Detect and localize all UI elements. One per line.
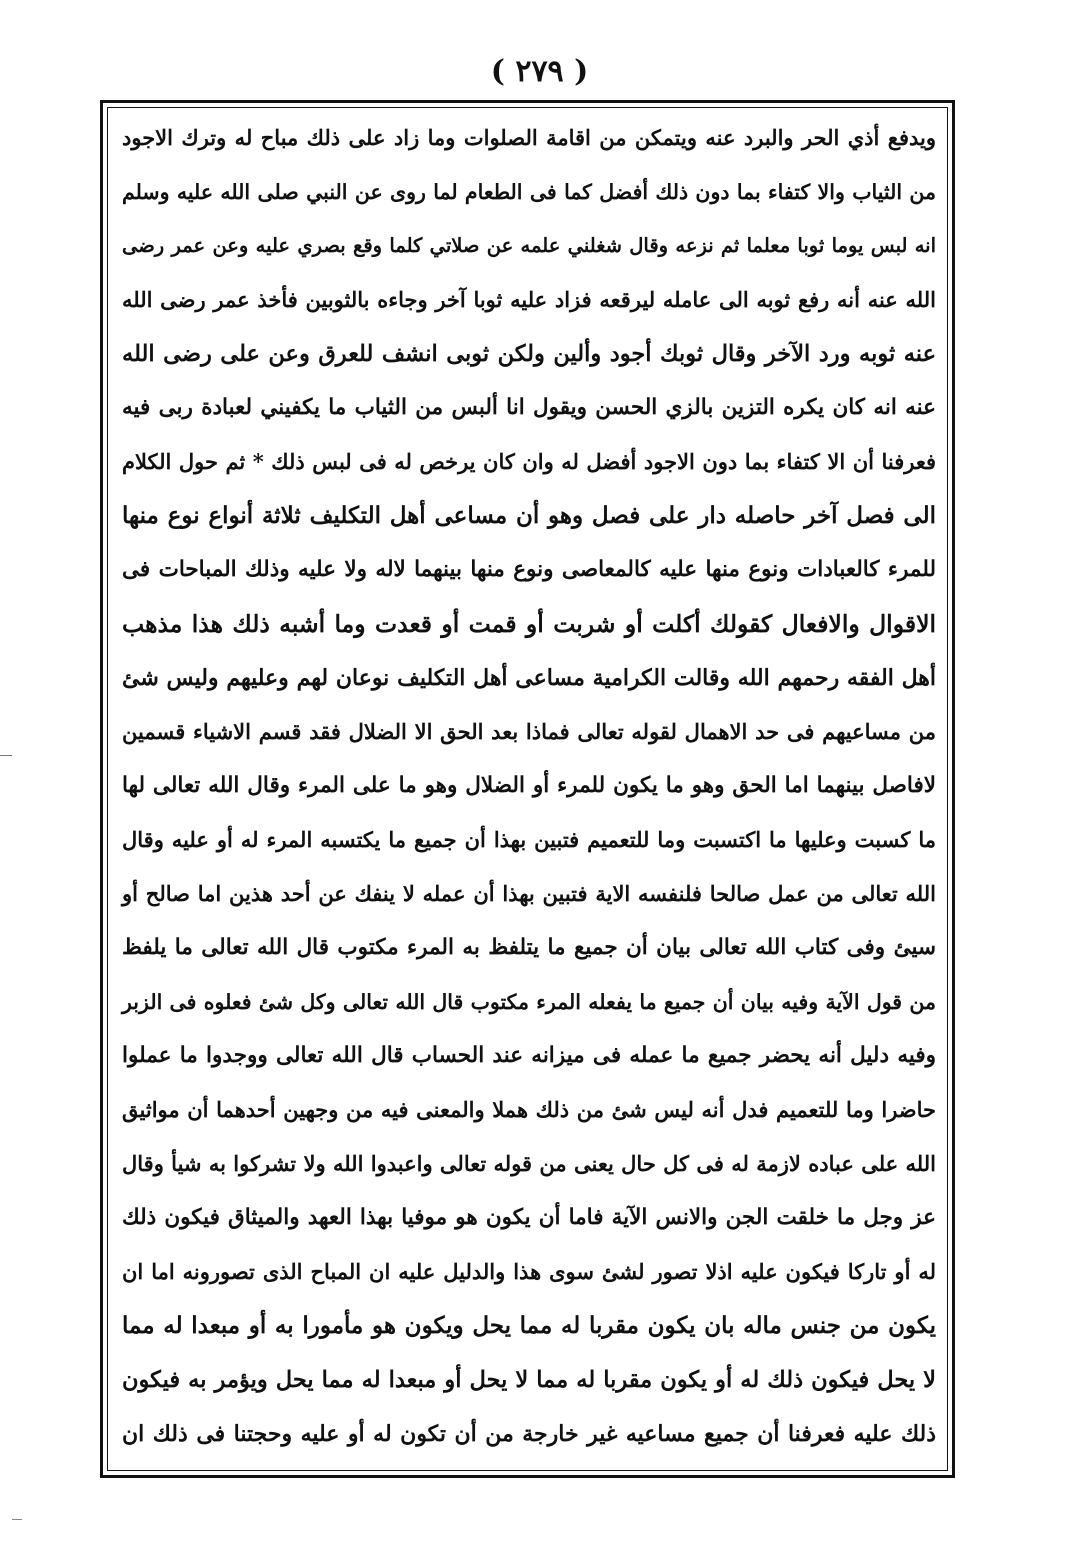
text-line: عز وجل ما خلقت الجن والانس الآية فاما أن يكون هو موفيا بهذا العهد والميثاق فيكون ذلك xyxy=(122,1205,936,1230)
text-line: لا يحل فيكون ذلك له أو يكون مقربا له مما لا يحل أو مبعدا له مما يحل ويؤمر به فيكون xyxy=(122,1367,936,1393)
text-line: للمرء كالعبادات ونوع منها عليه كالمعاصى ونوع منها بينهما لاله ولا عليه وذلك المباحات فى xyxy=(122,557,936,582)
text-line: عنه انه كان يكره التزين بالزي الحسن ويقول انا ألبس من الثياب ما يكفيني لعبادة ربى فيه xyxy=(122,395,936,420)
scan-margin-mark xyxy=(12,1519,22,1520)
text-body xyxy=(114,111,944,1461)
text-line: الاقوال والافعال كقولك أكلت أو شربت أو قمت أو قعدت وما أشبه ذلك هذا مذهب xyxy=(122,610,936,638)
text-line: يكون من جنس ماله بان يكون مقربا له مما يحل ويكون هو مأمورا به أو مبعدا له مما xyxy=(122,1312,936,1339)
text-line: من مساعيهم فى حد الاهمال لقوله تعالى فماذا بعد الحق الا الضلال فقد قسم الاشياء قسمين xyxy=(122,719,936,744)
text-line: لافاصل بينهما اما الحق وهو ما يكون للمرء أو الضلال وهو ما على المرء وقال الله تعالى لها xyxy=(122,773,936,798)
text-line: الله عنه أنه رفع ثوبه الى عامله ليرقعه فزاد عليه ثوبا آخر وجاءه بالثوبين فأخذ عمر رضى الله xyxy=(122,287,936,312)
text-line: وفيه دليل أنه يحضر جميع ما عمله فى ميزانه عند الحساب قال الله تعالى ووجدوا ما عملوا xyxy=(122,1043,936,1068)
page-number: ( ٢٧٩ ) xyxy=(490,54,589,89)
text-line: الله تعالى من عمل صالحا فلنفسه الاية فتبين بهذا أن عمله لا ينفك عن أحد هذين اما صالح أو xyxy=(122,881,936,906)
text-line: ذلك عليه فعرفنا أن جميع مساعيه غير خارجة من أن تكون له أو عليه وحجتنا فى ذلك ان xyxy=(122,1421,936,1447)
text-line: أهل الفقه رحمهم الله وقالت الكرامية مساعى أهل التكليف نوعان لهم وعليهم وليس شئ xyxy=(122,665,936,691)
text-line: الى فصل آخر حاصله دار على فصل وهو أن مساعى أهل التكليف ثلاثة أنواع نوع منها xyxy=(122,502,936,529)
text-line: من الثياب والا كتفاء بما دون ذلك أفضل كما فى الطعام لما روى عن النبي صلى الله عليه وسلم xyxy=(122,180,936,204)
text-line: من قول الآية وفيه بيان أن جميع ما يفعله المرء مكتوب قال الله تعالى وكل شئ فعلوه فى الزبر xyxy=(122,990,936,1014)
scan-margin-mark xyxy=(0,755,12,756)
text-line: عنه ثوبه ورد الآخر وقال ثوبك أجود وألين ولكن ثوبى انشف للعرق وعن على رضى الله xyxy=(122,341,936,367)
text-line: ما كسبت وعليها ما اكتسبت وما للتعميم فتبين بهذا أن جميع ما يكتسبه المرء له أو عليه وقال xyxy=(122,827,936,852)
text-line: له أو تاركا فيكون عليه اذلا تصور لشئ سوى هذا والدليل عليه ان المباح الذى تصورونه اما ان xyxy=(122,1259,936,1284)
text-line: فعرفنا أن الا كتفاء بما دون الاجود أفضل له وان كان يرخص له فى لبس ذلك * ثم حول الكلام xyxy=(122,449,936,474)
text-line: ويدفع أذي الحر والبرد عنه ويتمكن من اقامة الصلوات وما زاد على ذلك مباح له وترك الاجود xyxy=(122,125,936,150)
text-line: الله على عباده لازمة له فى كل حال يعنى من قوله تعالى واعبدوا الله ولا تشركوا به شيأ وقال xyxy=(122,1151,936,1176)
text-line: حاضرا وما للتعميم فدل أنه ليس شئ من ذلك هملا والمعنى فيه من وجهين أحدهما أن مواثيق xyxy=(122,1097,936,1122)
text-line: سيئ وفى كتاب الله تعالى بيان أن جميع ما يتلفظ به المرء مكتوب قال الله تعالى ما يلفظ xyxy=(122,935,936,960)
text-line: انه لبس يوما ثوبا معلما ثم نزعه وقال شغلني علمه عن صلاتي كلما وقع بصري عليه وعن عمر رضى xyxy=(122,234,936,257)
